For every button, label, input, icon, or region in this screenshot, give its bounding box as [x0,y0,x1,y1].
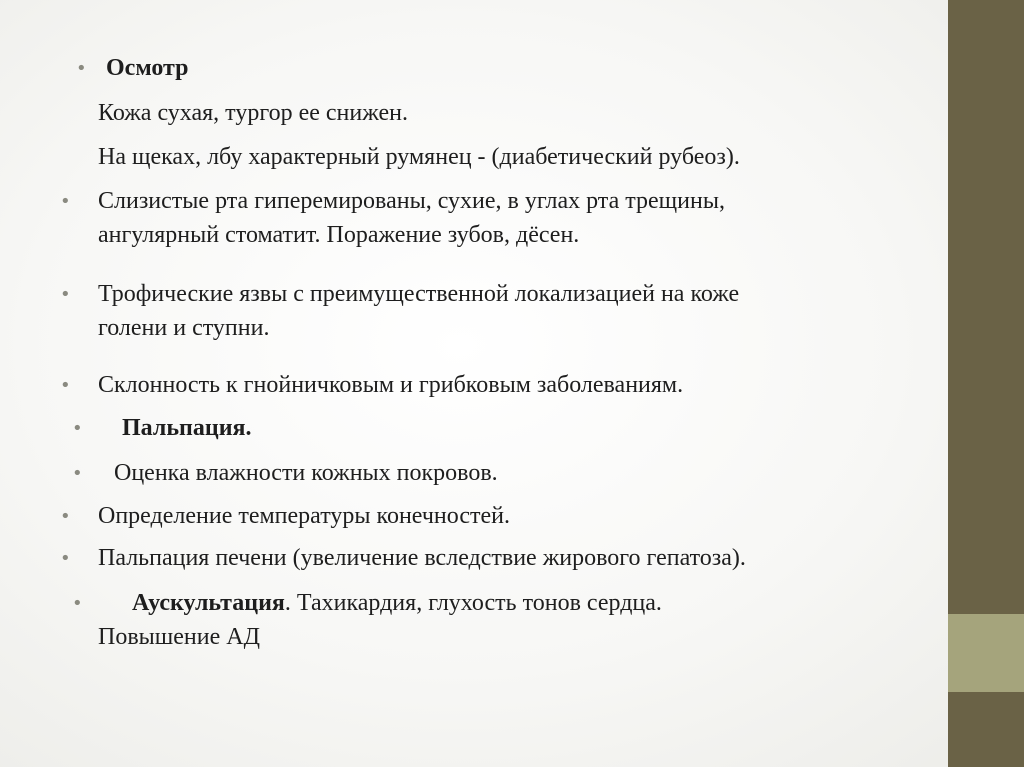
text-line: Определение температуры конечностей. [98,503,510,529]
bullet-marker: • [60,284,71,305]
bullet-marker: • [72,593,83,614]
bullet-marker: • [60,548,71,569]
text-line: На щеках, лбу характерный румянец - (диабетический рубеоз). [98,144,740,170]
text-line: Трофические язвы с преимущественной локализацией на коже [98,281,740,307]
text-line: ангулярный стоматит. Поражение зубов, дёсен. [98,222,580,248]
bullet-marker: • [76,58,87,79]
text-line: голени и ступни. [98,315,270,341]
auscultation-line [132,587,662,619]
bullet-marker: • [60,191,71,212]
text-line: Склонность к гнойничковым и грибковым заболеваниям. [98,372,684,398]
bullet-marker: • [60,375,71,396]
text-line: Пальпация печени (увеличение вследствие жирового гепатоза). [98,545,746,571]
text-line: Оценка влажности кожных покровов. [114,460,498,486]
heading-palpatsiya: Пальпация. [122,415,252,441]
bullet-marker: • [60,506,71,527]
heading-osmotr: Осмотр [106,55,189,81]
text-line: Кожа сухая, тургор ее снижен. [98,100,408,126]
bullet-marker: • [72,463,83,484]
side-accent-block [948,614,1024,692]
heading-auskultatsiya: Аускультация [132,590,285,616]
bullet-marker: • [72,418,83,439]
text-line: Слизистые рта гиперемированы, сухие, в углах рта трещины, [98,188,725,214]
auscultation-text: . Тахикардия, глухость тонов сердца. [284,590,662,616]
text-line: Повышение АД [98,624,260,650]
